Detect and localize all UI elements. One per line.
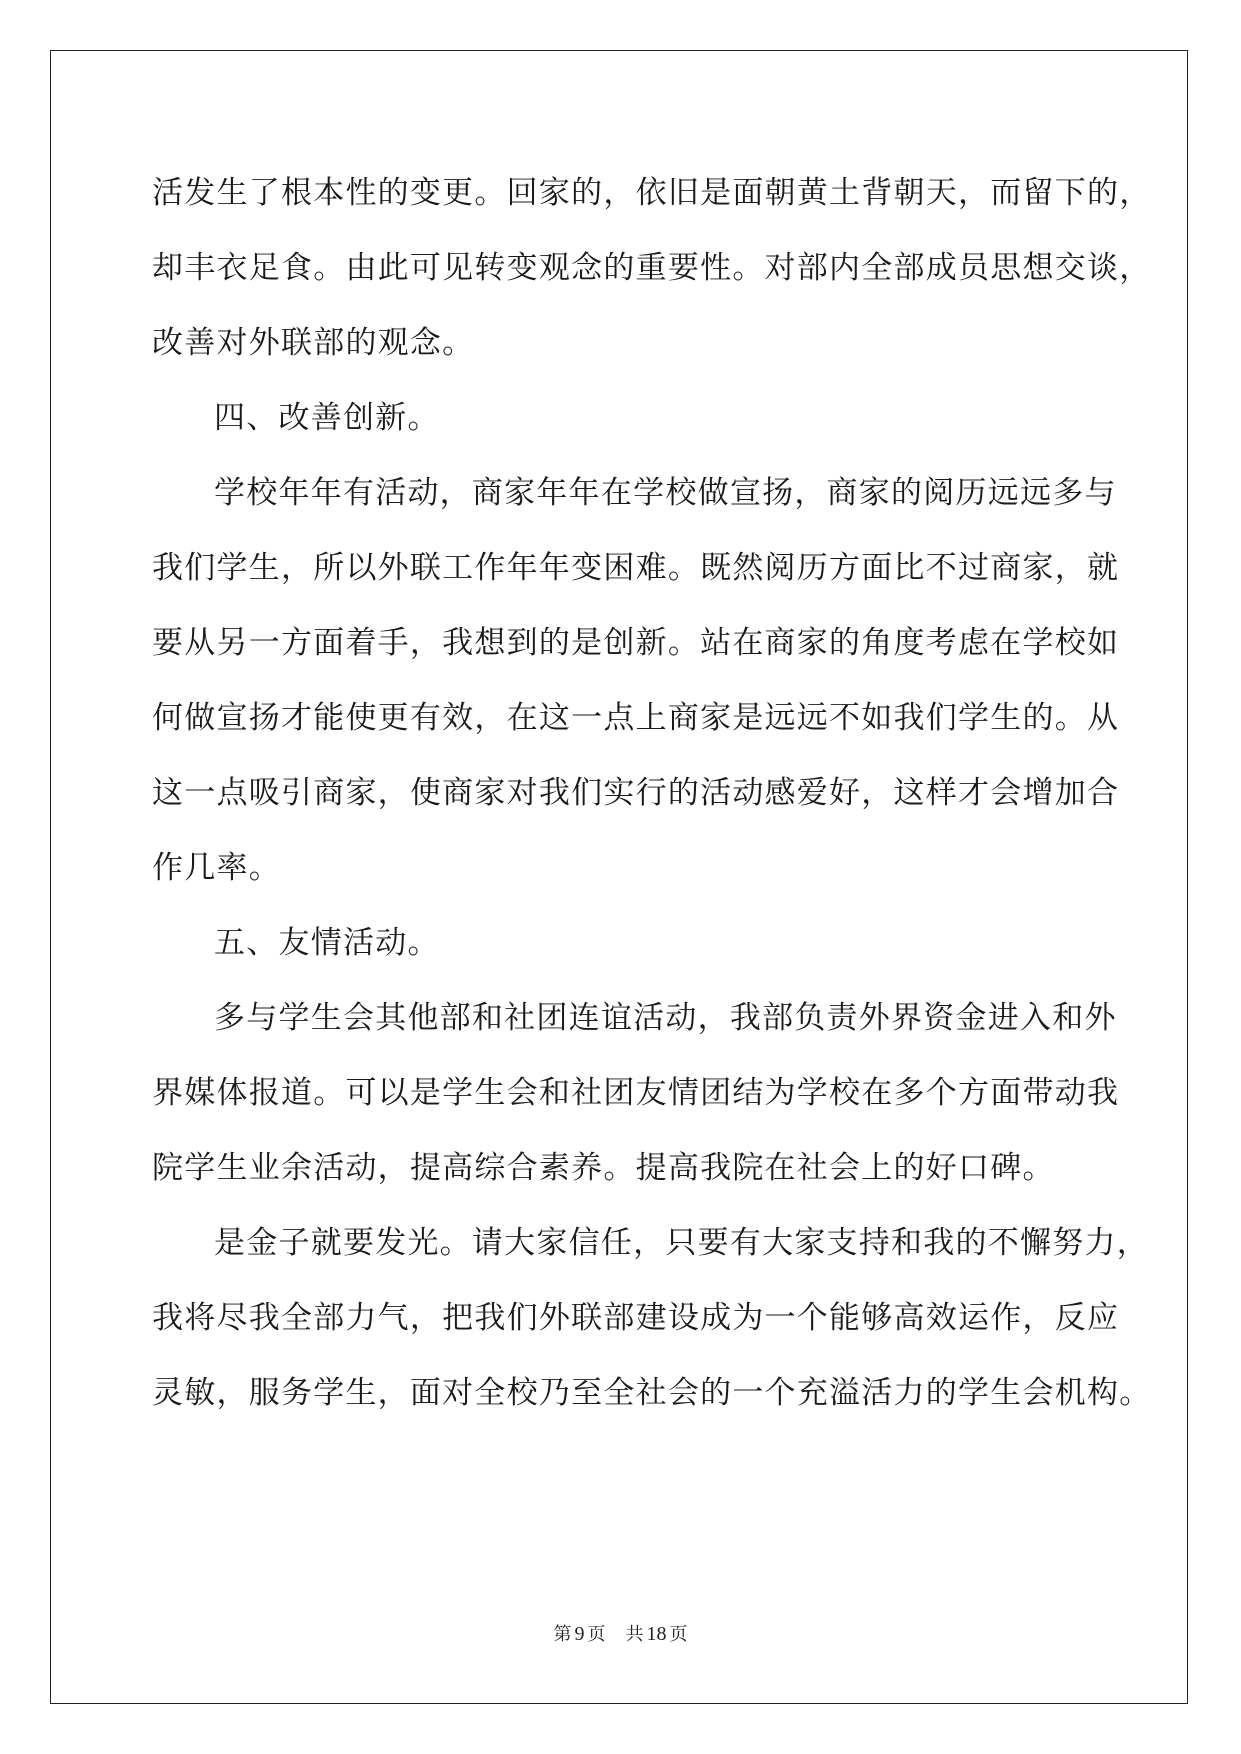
page-number: 9 bbox=[574, 1623, 585, 1645]
section-heading: 五、友情活动。 bbox=[214, 925, 440, 961]
text-line: 作几率。 bbox=[152, 850, 281, 886]
text-line: 这一点吸引商家，使商家对我们实行的活动感爱好，这样才会增加合 bbox=[152, 775, 1120, 811]
footer-page-suffix: 页 bbox=[587, 1624, 606, 1645]
text-line: 灵敏，服务学生，面对全校乃至全社会的一个充溢活力的学生会机构。 bbox=[152, 1375, 1152, 1411]
text-line: 要从另一方面着手，我想到的是创新。站在商家的角度考虑在学校如 bbox=[152, 625, 1120, 661]
document-body bbox=[152, 156, 1152, 1431]
footer-total-prefix: 共 bbox=[625, 1624, 644, 1645]
text-line: 学校年年有活动，商家年年在学校做宣扬，商家的阅历远远多与 bbox=[214, 475, 1117, 511]
text-line: 多与学生会其他部和社团连谊活动，我部负责外界资金进入和外 bbox=[214, 1000, 1117, 1036]
text-line: 活发生了根本性的变更。回家的，依旧是面朝黄土背朝天，而留下的， bbox=[152, 175, 1152, 211]
text-line: 何做宣扬才能使更有效，在这一点上商家是远远不如我们学生的。从 bbox=[152, 700, 1120, 736]
text-line: 却丰衣足食。由此可见转变观念的重要性。对部内全部成员思想交谈， bbox=[152, 250, 1152, 286]
total-pages: 18 bbox=[646, 1623, 667, 1645]
text-line: 我将尽我全部力气，把我们外联部建设成为一个能够高效运作，反应 bbox=[152, 1300, 1120, 1336]
footer-prefix: 第 bbox=[553, 1624, 572, 1645]
text-line: 改善对外联部的观念。 bbox=[152, 325, 475, 361]
text-line: 院学生业余活动，提高综合素养。提高我院在社会上的好口碑。 bbox=[152, 1150, 1055, 1186]
section-heading: 四、改善创新。 bbox=[214, 400, 440, 436]
page-footer bbox=[0, 1620, 1241, 1646]
footer-total-suffix: 页 bbox=[669, 1624, 688, 1645]
text-line: 我们学生，所以外联工作年年变困难。既然阅历方面比不过商家，就 bbox=[152, 550, 1120, 586]
text-line: 界媒体报道。可以是学生会和社团友情团结为学校在多个方面带动我 bbox=[152, 1075, 1120, 1111]
text-line: 是金子就要发光。请大家信任，只要有大家支持和我的不懈努力， bbox=[214, 1225, 1149, 1261]
